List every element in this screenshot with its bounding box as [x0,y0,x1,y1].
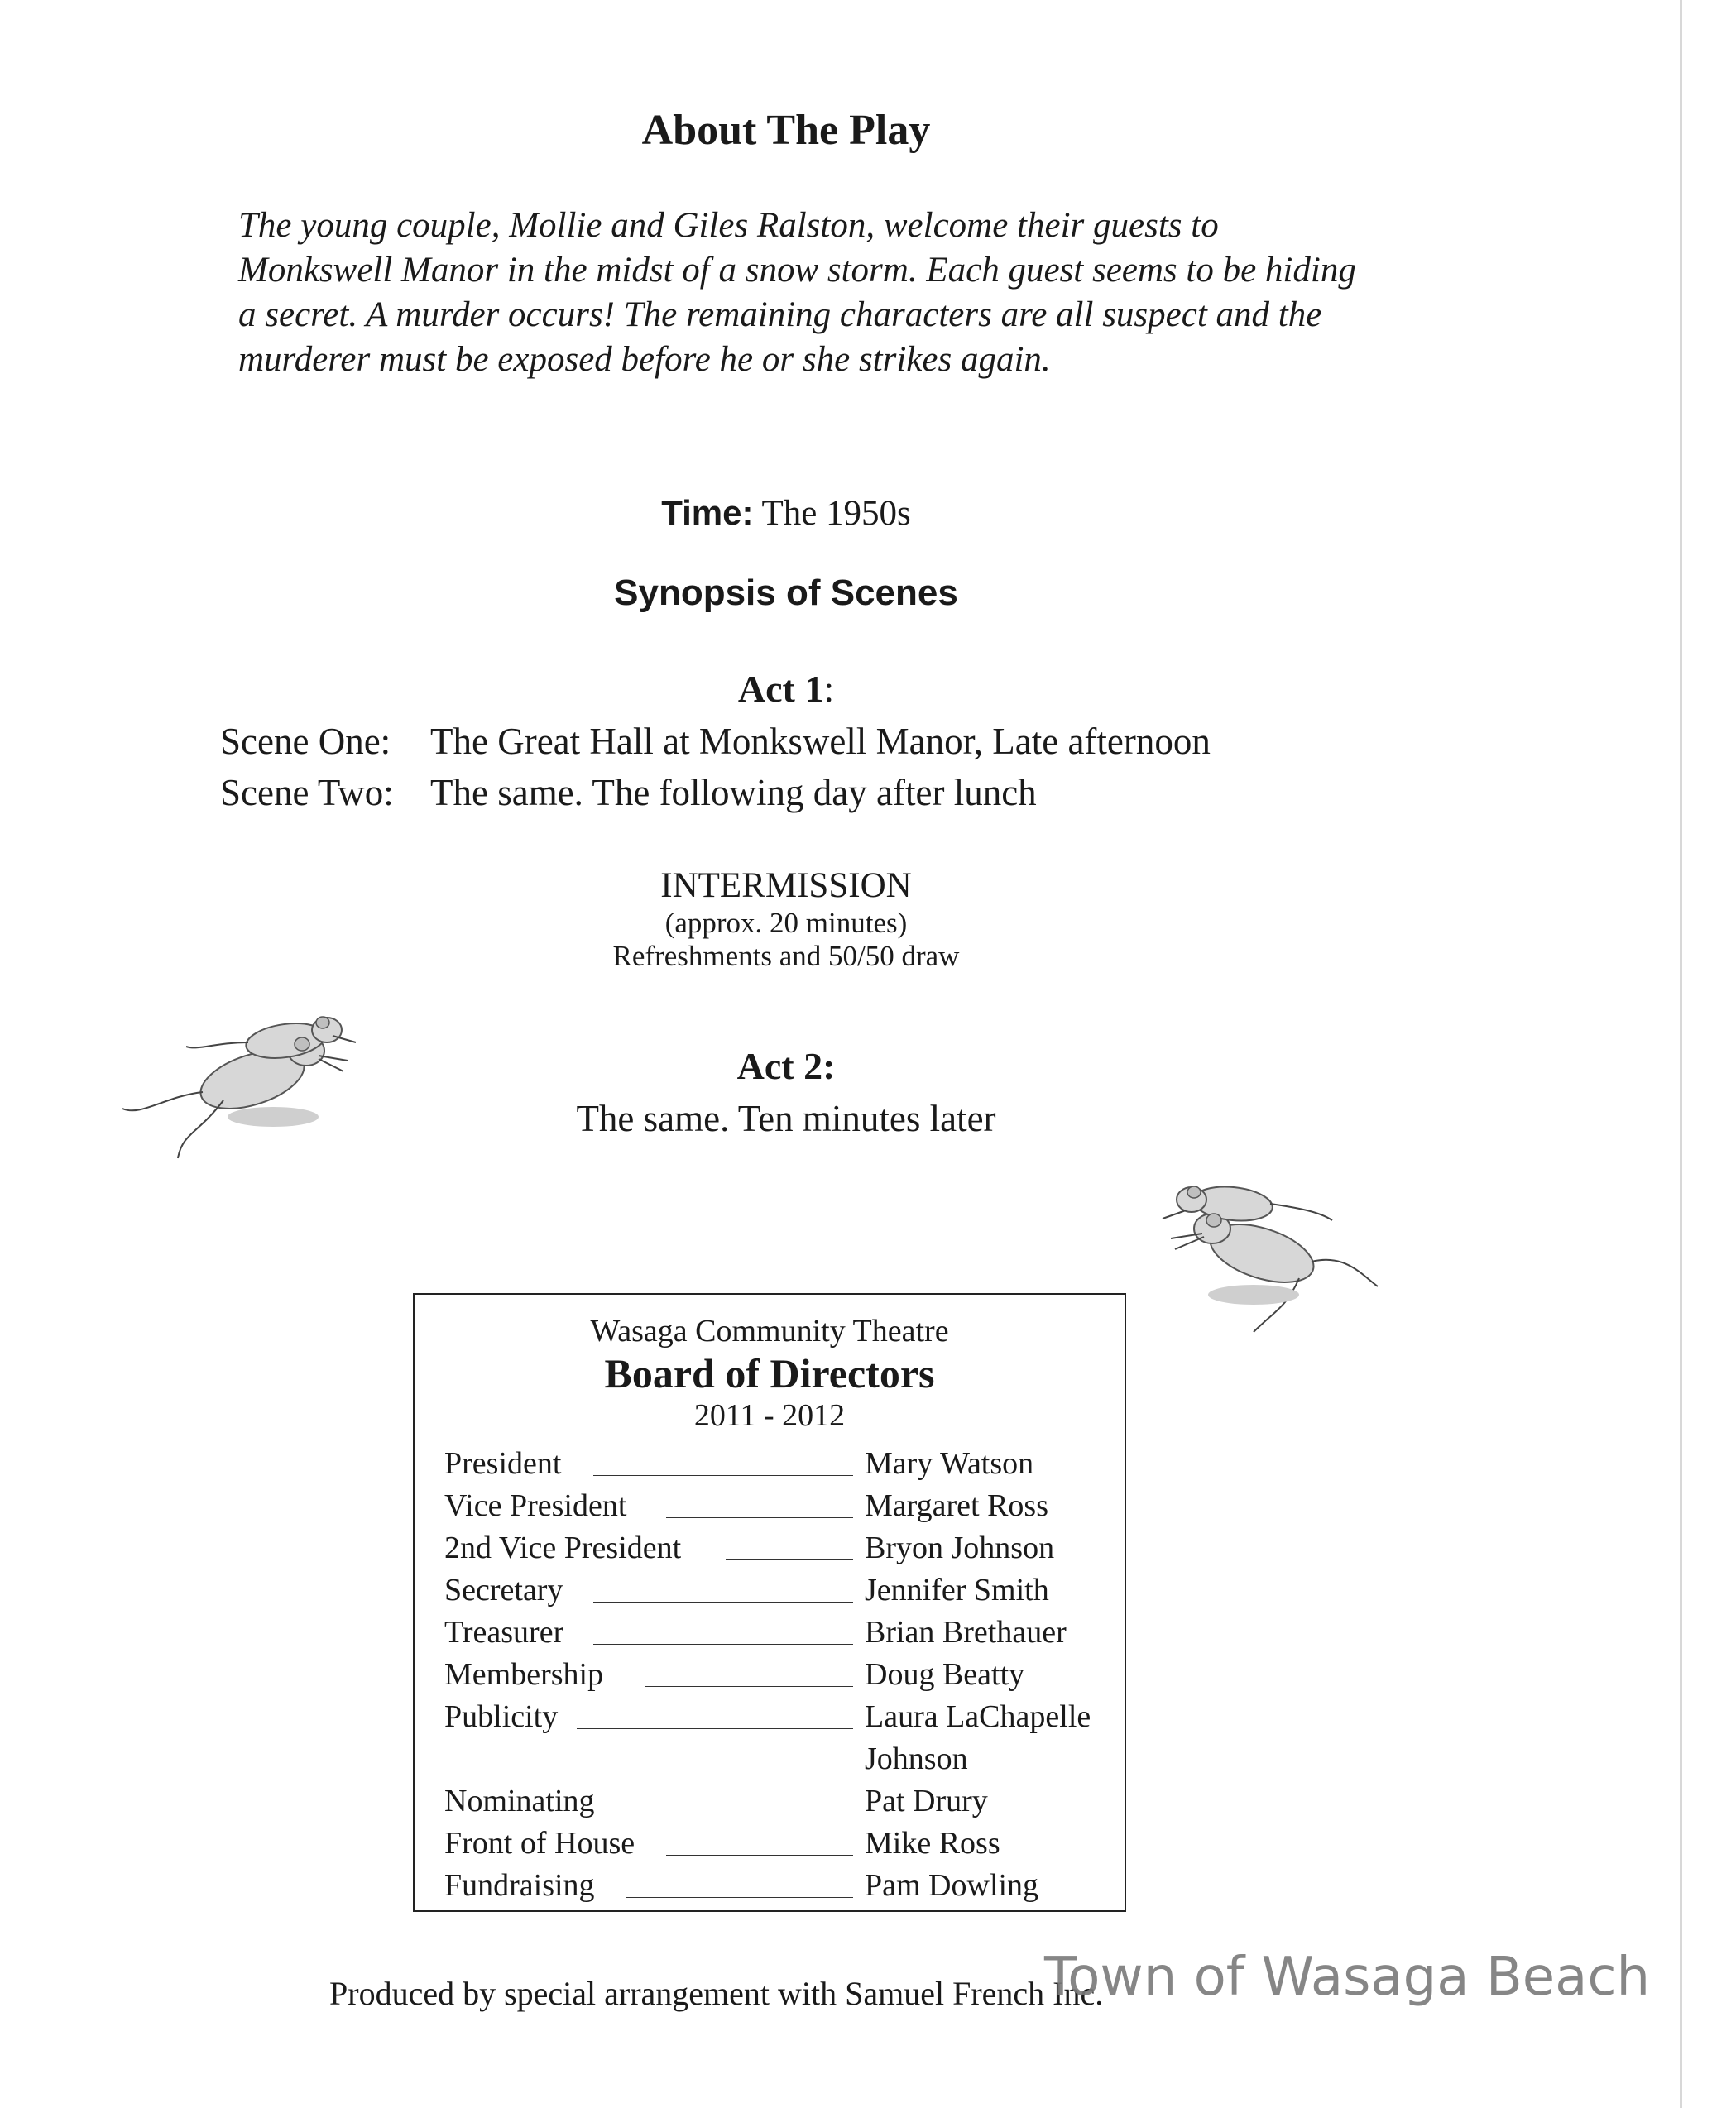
leader-line [666,1855,853,1856]
scene-desc: The same. The following day after lunch [430,772,1037,813]
scene-row [220,771,1037,814]
scene-label: Scene One: [220,721,391,762]
board-years: 2011 - 2012 [693,1398,846,1433]
board-member: Margaret Ross [865,1488,1048,1523]
leader-line [593,1644,853,1645]
board-role: Vice President [444,1488,627,1523]
board-member-continued: Johnson [865,1741,968,1776]
scene-desc: The Great Hall at Monkswell Manor, Late afternoon [430,721,1211,762]
leader-line [593,1602,853,1603]
board-member: Jennifer Smith [865,1573,1049,1607]
scene-row [220,720,1211,763]
board-member: Bryon Johnson [865,1531,1055,1565]
production-credit: Produced by special arrangement with Samuel French Inc. [329,1975,1104,2012]
leader-line [645,1686,853,1687]
page-edge [1680,0,1682,2108]
board-member: Doug Beatty [865,1657,1025,1692]
board-member: Mary Watson [865,1446,1034,1481]
board-of-directors-box [413,1293,1126,1912]
leader-line [577,1728,853,1729]
board-role: Front of House [444,1826,635,1861]
board-member: Laura LaChapelle [865,1699,1091,1734]
leader-line [726,1559,853,1560]
intermission-title: INTERMISSION [660,866,912,905]
leader-line [626,1897,853,1898]
scenes-heading: Synopsis of Scenes [614,573,958,613]
leader-line [593,1475,853,1476]
watermark: Town of Wasaga Beach [1044,1947,1651,2008]
play-synopsis: The young couple, Mollie and Giles Ralston, welcome their guests to Monkswell Manor in the midst of a snow storm. Each guest seems to be hiding a secret. A murder occurs! The remaining characters are all suspect and the murderer must be exposed before he or she strikes again. [238,206,1356,379]
act2-label: Act 2: [736,1045,836,1087]
time-line [0,493,1572,534]
act1-label: Act 1 [737,668,824,710]
board-member: Mike Ross [865,1826,1000,1861]
board-org: Wasaga Community Theatre [590,1314,949,1349]
intermission-note: Refreshments and 50/50 draw [612,940,960,972]
leader-line [666,1517,853,1518]
page-title: About The Play [641,107,931,154]
time-value: The 1950s [761,494,911,533]
scene-label: Scene Two: [220,772,394,813]
time-label: Time: [661,493,754,532]
board-title: Board of Directors [604,1350,935,1397]
board-role: President [444,1446,562,1481]
act1-colon: : [823,668,835,710]
intermission-duration: (approx. 20 minutes) [664,907,908,939]
board-role: Fundraising [444,1868,595,1903]
act2-desc: The same. Ten minutes later [576,1098,996,1139]
board-role: Publicity [444,1699,559,1734]
board-member: Pam Dowling [865,1868,1039,1903]
board-role: Nominating [444,1784,595,1818]
mice-illustration-icon [116,993,364,1167]
mice-illustration-icon [1154,1171,1403,1344]
board-role: 2nd Vice President [444,1531,682,1565]
act1-heading [0,667,1572,711]
board-role: Treasurer [444,1615,564,1650]
board-role: Membership [444,1657,604,1692]
board-member: Brian Brethauer [865,1615,1067,1650]
board-role: Secretary [444,1573,563,1607]
board-member: Pat Drury [865,1784,988,1818]
